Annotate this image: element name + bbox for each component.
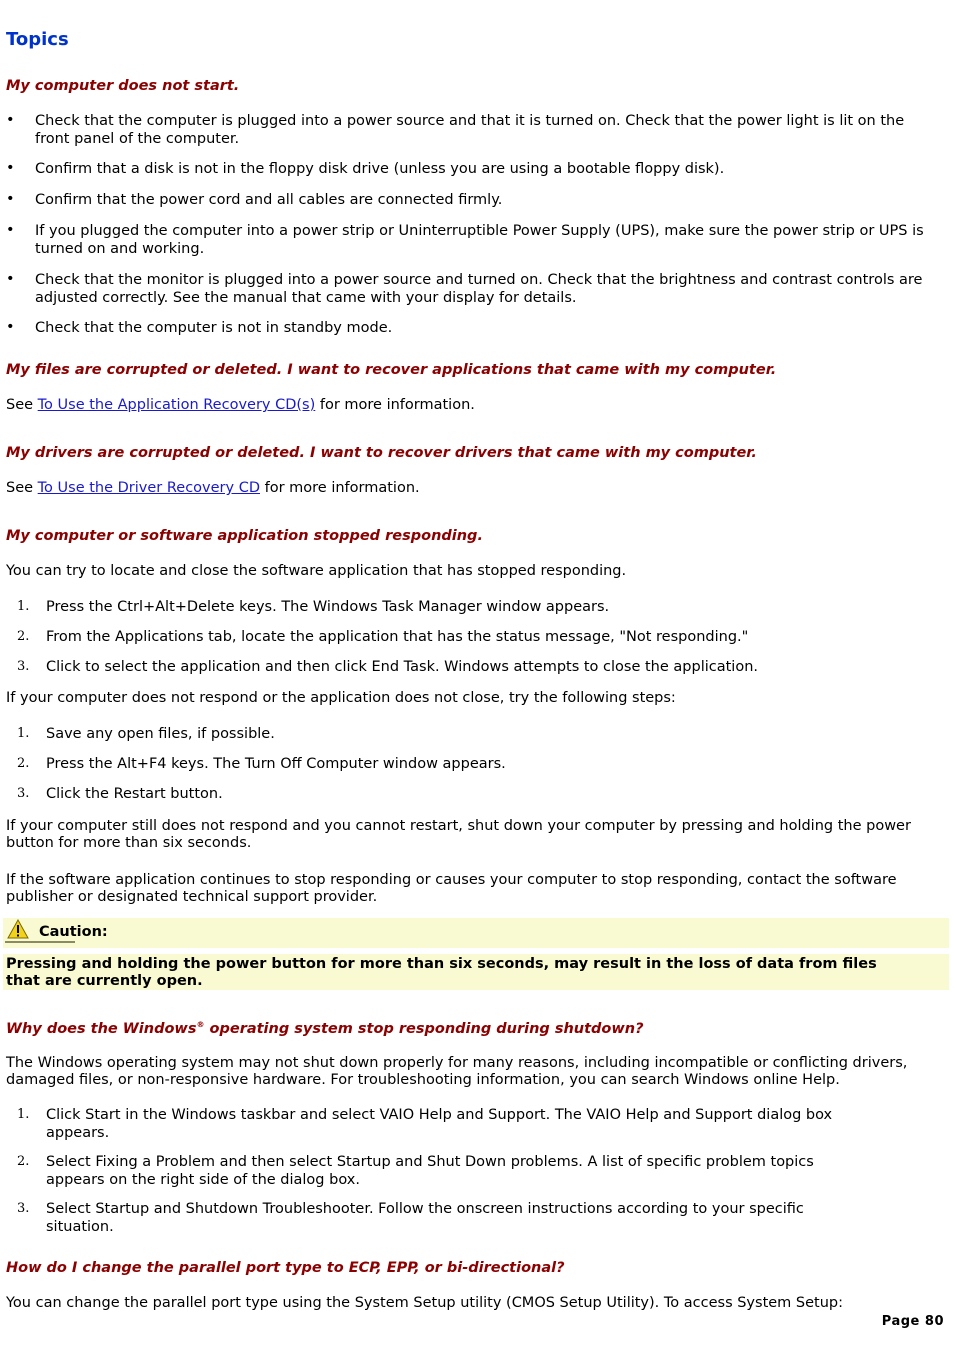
see-also-paragraph — [6, 480, 946, 497]
list-item: If you plugged the computer into a power strip or Uninterruptible Power Supply (UPS), make sure the power strip or UPS is turned on and working. — [35, 223, 924, 257]
list-item: Check that the monitor is plugged into a power source and turned on. Check that the brightness and contrast controls are adjusted correctly. See the manual that came with your display for details. — [35, 272, 923, 306]
caution-underline — [5, 941, 75, 943]
list-item: Check that the computer is plugged into a power source and that it is turned on. Check that the power light is lit on the front panel of the computer. — [35, 113, 905, 147]
driver-recovery-link[interactable]: To Use the Driver Recovery CD — [37, 480, 260, 496]
intro-paragraph: You can change the parallel port type using the System Setup utility (CMOS Setup Utility). To access System Setup: — [6, 1295, 843, 1311]
section-heading-recover-applications: My files are corrupted or deleted. I want to recover applications that came with my computer. — [6, 362, 777, 378]
step-number: 2. — [17, 1154, 30, 1169]
warning-icon — [7, 919, 29, 939]
bullet-marker: • — [6, 222, 15, 238]
bullet-marker: • — [6, 191, 15, 207]
step-item: Press the Ctrl+Alt+Delete keys. The Windows Task Manager window appears. — [46, 599, 610, 615]
section-heading-computer-does-not-start: My computer does not start. — [6, 78, 240, 94]
step-item: Press the Alt+F4 keys. The Turn Off Computer window appears. — [46, 756, 506, 772]
page-number: Page 80 — [881, 1314, 944, 1329]
step-item: From the Applications tab, locate the application that has the status message, "Not responding." — [46, 629, 749, 645]
restart-paragraph: If your computer still does not respond and you cannot restart, shut down your computer by pressing and holding the power button for more than six seconds. — [6, 818, 911, 851]
bullet-marker: • — [6, 160, 15, 176]
step-item: Click Start in the Windows taskbar and select VAIO Help and Support. The VAIO Help and Support dialog box appears. — [46, 1107, 833, 1141]
step-item: Click the Restart button. — [46, 786, 223, 802]
list-item: Confirm that a disk is not in the floppy disk drive (unless you are using a bootable floppy disk). — [35, 161, 725, 177]
application-recovery-link[interactable]: To Use the Application Recovery CD(s) — [37, 397, 316, 413]
see-also-paragraph — [6, 397, 946, 414]
step-number: 2. — [17, 756, 30, 771]
intro-paragraph: The Windows operating system may not shut down properly for many reasons, including incompatible or conflicting drivers, damaged files, or non-responsive hardware. For troubleshooting information, you can search Windows online Help. — [6, 1055, 908, 1088]
support-paragraph: If the software application continues to stop responding or causes your computer to stop responding, contact the software publisher or designated technical support provider. — [6, 872, 897, 905]
caution-label: Caution: — [39, 924, 108, 940]
bullet-marker: • — [6, 319, 15, 335]
step-item: Select Fixing a Problem and then select Startup and Shut Down problems. A list of specific problem topics appears on the right side of the dialog box. — [46, 1154, 814, 1188]
section-heading-stopped-responding: My computer or software application stopped responding. — [6, 528, 483, 544]
page-title: Topics — [6, 29, 69, 50]
mid-paragraph: If your computer does not respond or the application does not close, try the following steps: — [6, 690, 676, 706]
step-number: 1. — [17, 726, 30, 741]
caution-header-box — [3, 918, 949, 948]
section-heading-shutdown — [6, 1020, 644, 1037]
step-number: 2. — [17, 629, 30, 644]
bullet-marker: • — [6, 271, 15, 287]
section-heading-recover-drivers: My drivers are corrupted or deleted. I want to recover drivers that came with my computer. — [6, 445, 757, 461]
bullet-marker: • — [6, 112, 15, 128]
step-item: Click to select the application and then click End Task. Windows attempts to close the application. — [46, 659, 758, 675]
step-item: Select Startup and Shutdown Troubleshooter. Follow the onscreen instructions according to your specific situation. — [46, 1201, 804, 1235]
step-number: 3. — [17, 659, 30, 674]
step-item: Save any open files, if possible. — [46, 726, 275, 742]
see-suffix: for more information. — [260, 480, 420, 496]
see-prefix: See — [6, 480, 38, 496]
step-number: 1. — [17, 1107, 30, 1122]
see-prefix: See — [6, 397, 38, 413]
see-suffix: for more information. — [315, 397, 475, 413]
step-number: 1. — [17, 599, 30, 614]
registered-mark: ® — [196, 1020, 205, 1029]
step-number: 3. — [17, 786, 30, 801]
list-item: Check that the computer is not in standby mode. — [35, 320, 393, 336]
list-item: Confirm that the power cord and all cables are connected firmly. — [35, 192, 503, 208]
caution-message: Pressing and holding the power button for more than six seconds, may result in the loss of data from files that are currently open. — [6, 956, 877, 989]
step-number: 3. — [17, 1201, 30, 1216]
heading-part: Why does the Windows — [6, 1020, 197, 1037]
heading-part: operating system stop responding during shutdown? — [204, 1020, 644, 1037]
intro-paragraph: You can try to locate and close the software application that has stopped responding. — [6, 563, 627, 579]
section-heading-parallel-port: How do I change the parallel port type to ECP, EPP, or bi-directional? — [6, 1260, 565, 1276]
